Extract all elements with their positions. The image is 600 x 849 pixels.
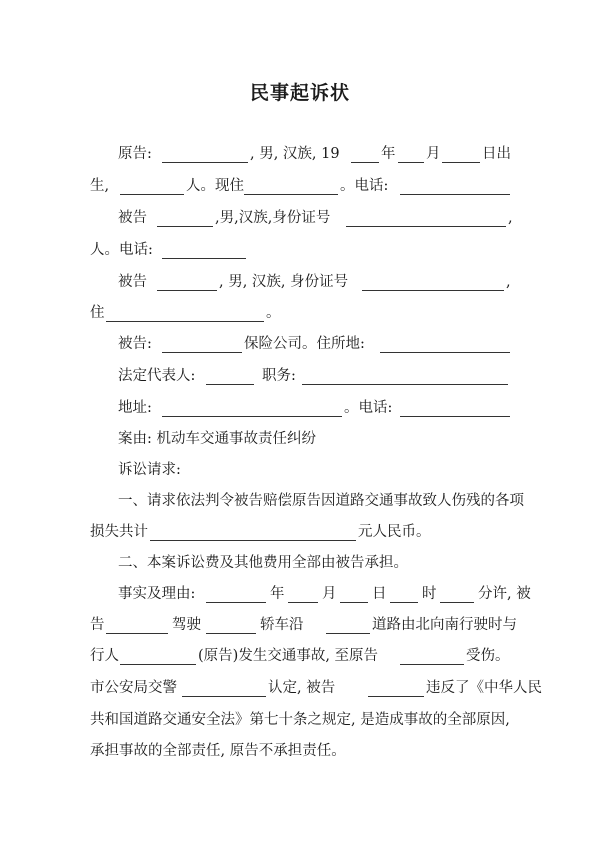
insurer-phone-blank[interactable] [400,416,510,417]
defendant2-line-2 [0,303,600,323]
insurer-address-label: 保险公司。住所地: [244,336,365,352]
defendant2-name-blank[interactable] [157,290,217,291]
facts-line-4 [0,678,600,698]
legal-rep-line [0,366,600,386]
plaintiff-gender-text: , 男, 汉族, 19 [250,146,340,162]
month-text: 月 [322,586,337,602]
injury-blank[interactable] [400,664,464,665]
total-loss-label: 损失共计 [90,524,148,540]
comma-text: , [508,210,513,226]
defendant1-label: 被告 [118,210,147,226]
address-label: 地址: [118,400,152,416]
claim2-text: 二、本案诉讼费及其他费用全部由被告承担。 [118,555,408,571]
injured-text: 受伤。 [466,648,510,664]
accident-text: (原告)发生交通事故, 至原告 [198,648,379,664]
claims-heading: 诉讼请求: [118,462,181,478]
pedestrian-blank[interactable] [120,664,196,665]
document-title: 民事起诉状 [249,82,350,104]
birth-month-blank[interactable] [398,162,424,163]
facts-line-5 [0,710,600,730]
facts-line-1 [0,584,600,604]
claim1-text: 一、请求依法判令被告赔偿原告因道路交通事故致人伤残的各项 [118,493,524,509]
police-text: 市公安局交警 [90,680,177,696]
drive-text: 驾驶 [172,617,201,633]
year-text: 年 [270,586,285,602]
car-text: 轿车沿 [260,617,304,633]
comma-text: , [506,274,511,290]
police-blank[interactable] [182,696,266,697]
violation-text: 违反了《中华人民 [426,680,542,696]
accident-month-blank[interactable] [288,602,318,603]
direction-text: 道路由北向南行驶时与 [372,617,517,633]
insurer-address-line [0,398,600,418]
accident-hour-blank[interactable] [390,602,418,603]
law-text: 共和国道路交通安全法》第七十条之规定, 是造成事故的全部原因, [90,712,510,728]
birth-day-blank[interactable] [442,162,480,163]
birthplace-blank[interactable] [120,194,184,195]
insurer-name-blank[interactable] [162,352,242,353]
plaintiff-label: 原告: [118,146,152,162]
plaintiff-phone-blank[interactable] [400,194,510,195]
phone-label: 。电话: [340,178,389,194]
legal-rep-label: 法定代表人: [118,368,196,384]
case-cause: 案由: 机动车交通事故责任纠纷 [118,431,316,447]
road-blank[interactable] [326,633,370,634]
claim2-line [0,553,600,573]
accident-minute-blank[interactable] [440,602,474,603]
hour-text: 时 [422,586,437,602]
insurer-phone-label: 。电话: [344,400,393,416]
period-text: 。 [266,305,281,321]
currency-text: 元人民币。 [358,524,431,540]
address-blank[interactable] [162,416,342,417]
position-blank[interactable] [302,384,508,385]
defendant2-info-text: , 男, 汉族, 身份证号 [219,274,349,290]
plaintiff-name-blank[interactable] [162,162,248,163]
accident-year-blank[interactable] [206,602,266,603]
defendant1-name-blank[interactable] [157,226,213,227]
residence-label: 人。现住 [186,178,244,194]
facts-line-6 [0,741,600,761]
position-label: 职务: [262,368,296,384]
defendant1-line-2 [0,240,600,260]
driver-blank[interactable] [106,633,168,634]
accident-day-blank[interactable] [340,602,368,603]
defendant1-phone-blank[interactable] [162,258,246,259]
defendant2-address-label: 住 [90,305,105,321]
violator-blank[interactable] [368,696,424,697]
facts-label: 事实及理由: [118,586,196,602]
claim1-line-1 [0,491,600,511]
vehicle-blank[interactable] [206,633,256,634]
cause-line [0,429,600,449]
claims-heading-line [0,460,600,480]
insurer-address-blank[interactable] [380,352,510,353]
facts-line-3 [0,646,600,666]
pedestrian-text: 行人 [90,648,119,664]
determination-text: 认定, 被告 [268,680,336,696]
claim1-line-2 [0,522,600,542]
defendant1-info-text: ,男,汉族,身份证号 [215,210,331,226]
facts-line-2 [0,615,600,635]
defendant1-id-blank[interactable] [346,226,506,227]
plaintiff-line-1 [0,144,600,164]
year-text: 年 [381,146,396,162]
day-text: 日 [372,586,387,602]
day-text: 日出 [482,146,511,162]
defendant-text: 告 [90,617,105,633]
plaintiff-line-2 [0,176,600,196]
insurer-label: 被告: [118,336,152,352]
defendant2-label: 被告 [118,274,147,290]
defendant1-phone-label: 人。电话: [90,242,153,258]
legal-rep-blank[interactable] [206,384,254,385]
defendant2-line-1 [0,272,600,292]
defendant2-id-blank[interactable] [362,290,504,291]
loss-amount-blank[interactable] [150,540,356,541]
residence-blank[interactable] [244,194,338,195]
born-text: 生, [90,178,110,194]
defendant2-address-blank[interactable] [106,321,264,322]
month-text: 月 [426,146,441,162]
insurer-line [0,334,600,354]
defendant1-line-1 [0,208,600,228]
liability-text: 承担事故的全部责任, 原告不承担责任。 [90,743,346,759]
minute-text: 分许, 被 [478,586,531,602]
birth-year-blank[interactable] [351,162,379,163]
